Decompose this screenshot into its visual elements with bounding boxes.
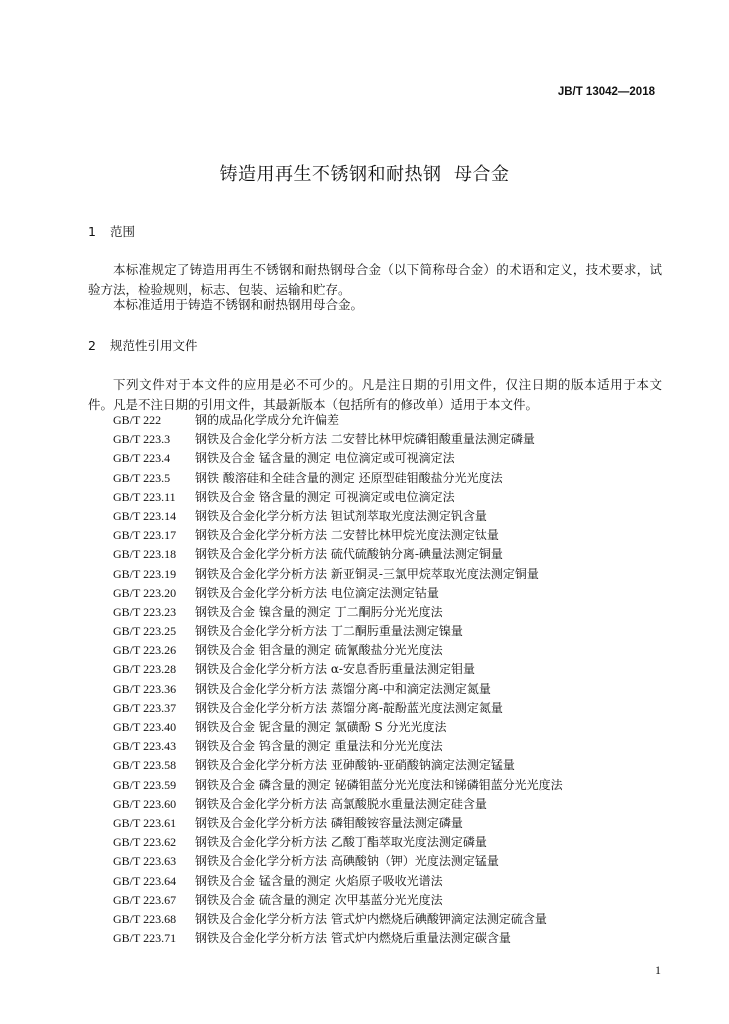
reference-title: 钢铁及合金化学分析方法 管式炉内燃烧后碘酸钾滴定法测定硫含量 xyxy=(195,911,547,926)
reference-title: 钢铁及合金化学分析方法 α-安息香肟重量法测定钼量 xyxy=(195,662,475,677)
reference-code: GB/T 223.14 xyxy=(113,508,177,523)
reference-code: GB/T 223.36 xyxy=(113,681,177,696)
reference-title: 钢铁及合金化学分析方法 高氯酸脱水重量法测定硅含量 xyxy=(195,796,487,811)
reference-item xyxy=(113,660,563,679)
reference-item xyxy=(113,641,563,660)
reference-item xyxy=(113,507,563,526)
reference-code: GB/T 223.17 xyxy=(113,528,177,543)
reference-title: 钢铁及合金化学分析方法 二安替比林甲烷磷钼酸重量法测定磷量 xyxy=(195,432,535,447)
reference-item xyxy=(113,910,563,929)
reference-item xyxy=(113,891,563,910)
reference-code: GB/T 223.71 xyxy=(113,931,177,946)
reference-item xyxy=(113,469,563,488)
reference-item xyxy=(113,680,563,699)
reference-item xyxy=(113,584,563,603)
reference-code: GB/T 223.28 xyxy=(113,662,177,677)
reference-code: GB/T 223.11 xyxy=(113,489,176,504)
reference-item xyxy=(113,814,563,833)
reference-title: 钢铁及合金化学分析方法 高碘酸钠（钾）光度法测定锰量 xyxy=(195,854,499,869)
reference-title: 钢铁及合金 锰含量的测定 火焰原子吸收光谱法 xyxy=(195,873,443,888)
reference-code: GB/T 223.60 xyxy=(113,796,177,811)
scope-paragraph-2: 本标准适用于铸造不锈钢和耐热钢用母合金。 xyxy=(113,297,364,312)
reference-title: 钢铁及合金 钨含量的测定 重量法和分光光度法 xyxy=(195,739,443,754)
references-intro-paragraph: 下列文件对于本文件的应用是必不可少的。凡是注日期的引用文件，仅注日期的版本适用于本文件。凡是不注日期的引用文件，其最新版本（包括所有的修改单）适用于本文件。 xyxy=(88,377,662,412)
reference-title: 钢铁 酸溶硅和全硅含量的测定 还原型硅钼酸盐分光光度法 xyxy=(195,470,503,485)
reference-title: 钢铁及合金化学分析方法 蒸馏分离-中和滴定法测定氮量 xyxy=(195,681,491,696)
reference-code: GB/T 223.68 xyxy=(113,911,177,926)
reference-title: 钢铁及合金 铬含量的测定 可视滴定或电位滴定法 xyxy=(195,489,455,504)
reference-code: GB/T 223.61 xyxy=(113,815,177,830)
reference-item xyxy=(113,699,563,718)
reference-code: GB/T 223.26 xyxy=(113,643,177,658)
reference-code: GB/T 223.59 xyxy=(113,777,177,792)
reference-code: GB/T 223.4 xyxy=(113,451,171,466)
reference-item xyxy=(113,737,563,756)
reference-code: GB/T 223.25 xyxy=(113,624,177,639)
reference-code: GB/T 223.40 xyxy=(113,720,177,734)
reference-title: 钢铁及合金 硫含量的测定 次甲基蓝分光光度法 xyxy=(195,892,443,907)
reference-code: GB/T 223.62 xyxy=(113,835,177,850)
reference-item xyxy=(113,411,563,430)
section-heading-scope xyxy=(88,222,135,240)
standard-number: JB/T 13042—2018 xyxy=(557,86,655,98)
reference-title: 钢铁及合金 镍含量的测定 丁二酮肟分光光度法 xyxy=(195,604,443,619)
section-number: 2 xyxy=(88,338,96,353)
section-number: 1 xyxy=(88,224,96,239)
reference-title: 钢铁及合金化学分析方法 丁二酮肟重量法测定镍量 xyxy=(195,624,463,639)
page-number: 1 xyxy=(655,963,661,977)
reference-code: GB/T 223.19 xyxy=(113,566,177,581)
reference-item xyxy=(113,776,563,795)
reference-code: GB/T 223.67 xyxy=(113,892,177,907)
reference-code: GB/T 223.58 xyxy=(113,758,177,773)
reference-code: GB/T 223.5 xyxy=(113,470,171,485)
reference-item xyxy=(113,545,563,564)
reference-title: 钢的成品化学成分允许偏差 xyxy=(195,413,340,427)
reference-item xyxy=(113,756,563,775)
reference-item xyxy=(113,430,563,449)
reference-title: 钢铁及合金化学分析方法 亚砷酸钠-亚硝酸钠滴定法测定锰量 xyxy=(195,758,515,773)
reference-code: GB/T 223.37 xyxy=(113,700,177,715)
reference-title: 钢铁及合金 锰含量的测定 电位滴定或可视滴定法 xyxy=(195,451,455,466)
reference-item xyxy=(113,526,563,545)
reference-title: 钢铁及合金化学分析方法 蒸馏分离-靛酚蓝光度法测定氮量 xyxy=(195,700,503,715)
reference-code: GB/T 223.18 xyxy=(113,547,177,562)
reference-code: GB/T 222 xyxy=(113,413,162,427)
document-title: 铸造用再生不锈钢和耐热钢 母合金 xyxy=(219,164,510,185)
reference-item xyxy=(113,795,563,814)
reference-item xyxy=(113,852,563,871)
reference-code: GB/T 223.64 xyxy=(113,873,177,888)
reference-title: 钢铁及合金化学分析方法 新亚铜灵-三氯甲烷萃取光度法测定铜量 xyxy=(195,566,539,581)
reference-item xyxy=(113,872,563,891)
normative-references-list xyxy=(113,411,563,948)
reference-title: 钢铁及合金化学分析方法 管式炉内燃烧后重量法测定碳含量 xyxy=(195,931,511,946)
reference-code: GB/T 223.43 xyxy=(113,739,177,754)
reference-title: 钢铁及合金化学分析方法 磷钼酸铵容量法测定磷量 xyxy=(195,815,463,830)
reference-code: GB/T 223.23 xyxy=(113,604,177,619)
reference-title: 钢铁及合金 磷含量的测定 铋磷钼蓝分光光度法和锑磷钼蓝分光光度法 xyxy=(195,777,563,792)
reference-title: 钢铁及合金 铌含量的测定 氯磺酚 S 分光光度法 xyxy=(195,720,447,734)
reference-item xyxy=(113,565,563,584)
reference-title: 钢铁及合金 钼含量的测定 硫氰酸盐分光光度法 xyxy=(195,643,443,658)
reference-item xyxy=(113,929,563,948)
section-heading-references xyxy=(88,336,198,354)
reference-code: GB/T 223.20 xyxy=(113,585,177,600)
reference-title: 钢铁及合金化学分析方法 二安替比林甲烷光度法测定钛量 xyxy=(195,528,499,543)
reference-title: 钢铁及合金化学分析方法 钽试剂萃取光度法测定钒含量 xyxy=(195,508,487,523)
reference-item xyxy=(113,449,563,468)
reference-item xyxy=(113,718,563,737)
reference-item xyxy=(113,833,563,852)
reference-item xyxy=(113,603,563,622)
reference-title: 钢铁及合金化学分析方法 乙酸丁酯萃取光度法测定磷量 xyxy=(195,835,487,850)
section-title: 范围 xyxy=(110,224,136,239)
reference-code: GB/T 223.63 xyxy=(113,854,177,869)
reference-title: 钢铁及合金化学分析方法 电位滴定法测定钴量 xyxy=(195,585,439,600)
scope-paragraph-1: 本标准规定了铸造用再生不锈钢和耐热钢母合金（以下简称母合金）的术语和定义，技术要求，试验方法，检验规则，标志、包装、运输和贮存。 xyxy=(88,262,662,297)
reference-title: 钢铁及合金化学分析方法 硫代硫酸钠分离-碘量法测定铜量 xyxy=(195,547,503,562)
section-title: 规范性引用文件 xyxy=(110,338,198,353)
reference-item xyxy=(113,622,563,641)
reference-code: GB/T 223.3 xyxy=(113,432,171,447)
reference-item xyxy=(113,488,563,507)
